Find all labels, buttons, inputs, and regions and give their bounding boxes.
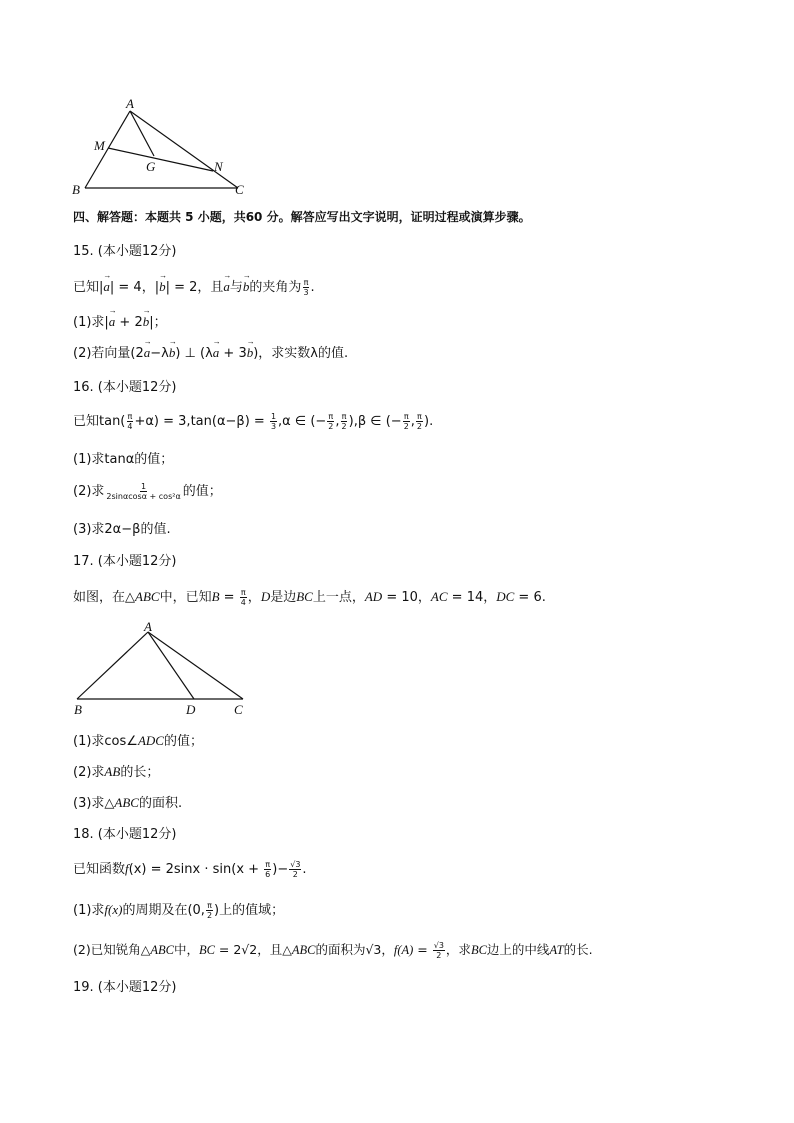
q19-header: 19. (本小题12分) bbox=[73, 980, 177, 995]
q16-part1: (1)求tanα的值； bbox=[73, 452, 174, 467]
q15-stem: 已知|→ a| = 4，|→ b| = 2，且→ a与→ b的夹角为 $\frac{\pi}{3}$ . bbox=[73, 276, 315, 297]
label-a2: A bbox=[144, 619, 152, 634]
figure-triangle-abd bbox=[70, 618, 260, 718]
label-b2: B bbox=[74, 702, 82, 717]
q18-part2: (2)已知锐角△ABC中，BC = 2√2，且△ABC的面积为√3，f(A) = $\frac{√3}{2}$ ，求BC边上的中线AT的长. bbox=[73, 941, 593, 960]
figure-triangle-mgn bbox=[70, 96, 260, 200]
segment-ab bbox=[85, 111, 130, 188]
q15-part1: (1)求|→ a + 2→ b|； bbox=[73, 311, 167, 330]
label-n: N bbox=[214, 159, 223, 174]
q16-part3: (3)求2α−β的值. bbox=[73, 522, 171, 537]
label-c: C bbox=[235, 182, 244, 197]
label-m: M bbox=[94, 138, 105, 153]
label-c2: C bbox=[234, 702, 243, 717]
q18-stem: 已知函数f(x) = 2sinx · sin(x + $\frac{\pi}{6}$ )− $\frac{√3}{2}$ . bbox=[73, 860, 307, 879]
q17-part2: (2)求AB的长； bbox=[73, 764, 160, 780]
q16-stem: 已知tan( $\frac{\pi}{4}$ +α) = 3,tan(α−β) = $\frac{1}{3}$ ,α ∈ (− $\frac{\pi}{2}$ , $\frac{\pi}{2}$ ),β ∈ (− $\frac{\pi}{2}$ , $\frac{\pi}{2}$ ). bbox=[73, 412, 434, 431]
label-g: G bbox=[146, 159, 156, 174]
segment-ad bbox=[148, 632, 194, 699]
q15-header: 15. (本小题12分) bbox=[73, 244, 177, 259]
q17-part3: (3)求△ABC的面积. bbox=[73, 795, 183, 811]
label-b: B bbox=[72, 182, 80, 197]
q17-stem: 如图，在△ABC中，已知B = $\frac{\pi}{4}$ ，D是边BC上一点，AD = 10，AC = 14，DC = 6. bbox=[73, 588, 546, 607]
q15-part2: (2)若向量(2→ a−λ→ b) ⊥ (λ→ a + 3→ b)，求实数λ的值. bbox=[73, 342, 348, 361]
segment-ac2 bbox=[148, 632, 243, 699]
q17-part1: (1)求cos∠ADC的值； bbox=[73, 733, 203, 749]
q17-header: 17. (本小题12分) bbox=[73, 554, 177, 569]
segment-ab2 bbox=[77, 632, 148, 699]
segment-ac bbox=[130, 111, 238, 188]
q16-header: 16. (本小题12分) bbox=[73, 380, 177, 395]
q18-part1: (1)求f(x)的周期及在(0, $\frac{\pi}{2}$ )上的值域； bbox=[73, 901, 285, 920]
label-d: D bbox=[186, 702, 196, 717]
q18-header: 18. (本小题12分) bbox=[73, 827, 177, 842]
segment-ag bbox=[130, 111, 154, 156]
label-a: A bbox=[126, 96, 134, 111]
section-heading: 四、解答题：本题共 5 小题，共60 分。解答应写出文字说明，证明过程或演算步骤。 bbox=[73, 210, 531, 224]
q16-part2: (2)求 $\frac{1}{\text{2sinαcosα + cos²α}}$ 的值； bbox=[73, 482, 222, 501]
